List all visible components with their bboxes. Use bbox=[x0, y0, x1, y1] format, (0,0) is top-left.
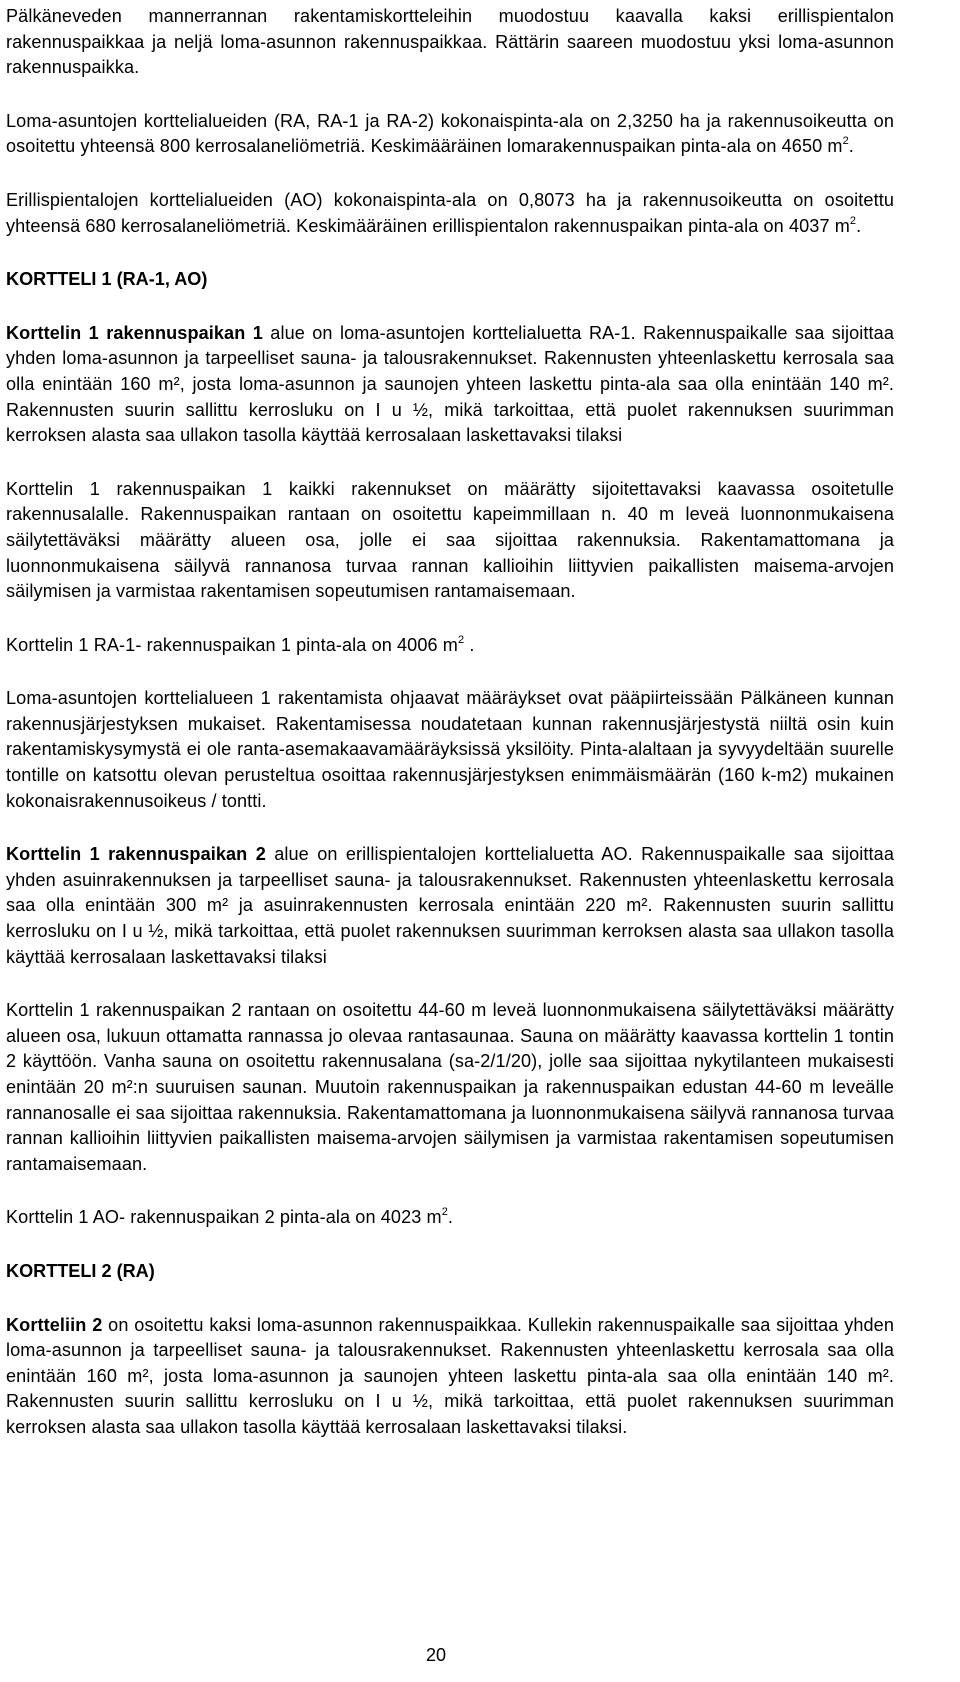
period: . bbox=[447, 1207, 454, 1228]
paragraph-k1-plot1-area-text: Korttelin 1 RA-1- rakennuspaikan 1 pinta-ala on 4006 m bbox=[6, 634, 458, 655]
paragraph-k1-plot1 bbox=[6, 321, 894, 449]
paragraph-ra-area bbox=[6, 109, 894, 160]
period: . bbox=[856, 215, 862, 236]
period: . bbox=[848, 136, 854, 157]
period: . bbox=[464, 634, 475, 655]
paragraph-k1-plot1-shore: Korttelin 1 rakennuspaikan 1 kaikki rakennukset on määrätty sijoitettavaksi kaavassa osoitetulle rakennusalalle. Rakennuspaikan rantaan on osoitettu kapeimmillaan n. 40 m leveä luonnonmukaisena säilytettäväksi määrätty alueen osa, jolle ei saa sijoittaa rakennuksia. Rakentamattomana ja luonnonmukaisena säilyvä rannanosa turvaa rannan kallioihin liittyvien paikallisten maisema-arvojen säilymisen ja varmistaa rakentamisen sopeutumisen rantamaisemaan. bbox=[6, 478, 894, 602]
paragraph-k1-plot2-area-text: Korttelin 1 AO- rakennuspaikan 2 pinta-ala on 4023 m bbox=[6, 1207, 442, 1228]
paragraph-k1-plot2-text: alue on erillispientalojen korttelialuetta AO. Rakennuspaikalle saa sijoittaa yhden asuinrakennuksen ja tarpeelliset sauna- ja talousrakennukset. Rakennusten yhteenlaskettu kerrosala saa olla enintään 300 m² ja asuinrakennusten kerrosala enintään 220 m². Rakennusten suurin sallittu kerrosluku on I u ½, mikä tarkoittaa, että puolet rakennuksen suurimman kerroksen alasta saa ullakon tasolla käyttää kerrosalaan laskettavaksi tilaksi bbox=[6, 844, 894, 967]
paragraph-k1-plot2 bbox=[6, 842, 894, 970]
paragraph-k1-plot2-area bbox=[6, 1205, 894, 1231]
superscript: 2 bbox=[441, 1206, 448, 1219]
paragraph-ra-area-text: Loma-asuntojen korttelialueiden (RA, RA-1 ja RA-2) kokonaispinta-ala on 2,3250 ha ja rakennusoikeutta on osoitettu yhteensä 800 kerrosalaneliömetriä. Keskimääräinen lomarakennuspaikan pinta-ala on 4650 m bbox=[6, 110, 894, 157]
paragraph-intro bbox=[6, 4, 894, 81]
paragraph-k2 bbox=[6, 1313, 894, 1441]
paragraph-building-regulations: Loma-asuntojen korttelialueen 1 rakentamista ohjaavat määräykset ovat pääpiirteissään Pälkäneen kunnan rakennusjärjestyksen mukaiset. Rakentamisessa noudatetaan kunnan rakennusjärjestystä niiltä osin kuin rakentamiskysymystä ei ole ranta-asemakaavamääräyksissä yksilöity. Pinta-alaltaan ja syvyydeltään suurelle tontille on katsottu olevan perusteltua osoittaa rakennusjärjestyksen enimmäismäärän (160 k-m2) mukainen kokonaisrakennusoikeus / tontti. bbox=[6, 688, 894, 811]
paragraph-k1-plot2-shore: Korttelin 1 rakennuspaikan 2 rantaan on osoitettu 44-60 m leveä luonnonmukaisena säilytettäväksi määrätty alueen osa, lukuun ottamatta rannassa jo olevaa rantasaunaa. Sauna on määrätty kaavassa korttelin 1 tontin 2 käyttöön. Vanha sauna on osoitettu rakennusalana (sa-2/1/20), jolle saa sijoittaa nykytilanteen mukaisesti enintään 20 m²:n suuruisen saunan. Muutoin rakennuspaikan ja rakennuspaikan edustan 44-60 m leveälle rannanosalle ei saa sijoittaa rakennuksia. Rakentamattomana ja luonnonmukaisena säilyvä rannanosa turvaa rannan kallioihin liittyvien paikallisten maisema-arvojen säilymisen ja varmistaa rakentamisen sopeutumisen rantamaisemaan. bbox=[6, 1000, 894, 1174]
bold-lead: Korttelin 1 rakennuspaikan 2 bbox=[6, 844, 266, 865]
paragraph-ao-area-text: Erillispientalojen korttelialueiden (AO) kokonaispinta-ala on 0,8073 ha ja rakennusoikeutta on osoitettu yhteensä 680 kerrosalaneliömetriä. Keskimääräinen erillispientalon rakennuspaikan pinta-ala on 4037 m bbox=[6, 189, 894, 236]
page-number: 20 bbox=[425, 1645, 447, 1665]
paragraph-ao-area bbox=[6, 188, 894, 239]
section-heading-kortteli-2: KORTTELI 2 (RA) bbox=[6, 1260, 155, 1281]
document-body bbox=[6, 4, 894, 1469]
paragraph-k2-text: on osoitettu kaksi loma-asunnon rakennuspaikkaa. Kullekin rakennuspaikalle saa sijoittaa yhden loma-asunnon ja tarpeelliset sauna- ja talousrakennukset. Rakennusten yhteenlaskettu kerrosala saa olla enintään 160 m², josta loma-asunnon ja saunojen yhteen laskettu pinta-ala saa olla enintään 140 m². Rakennusten suurin sallittu kerrosluku on I u ½, mikä tarkoittaa, että puolet rakennuksen suurimman kerroksen alasta saa ullakon tasolla käyttää kerrosalaan laskettavaksi tilaksi. bbox=[6, 1314, 894, 1437]
superscript: 2 bbox=[457, 633, 465, 646]
paragraph-k1-plot1-text: alue on loma-asuntojen korttelialuetta RA-1. Rakennuspaikalle saa sijoittaa yhden loma-asunnon ja tarpeelliset sauna- ja talousrakennukset. Rakennusten yhteenlaskettu kerrosala saa olla enintään 160 m², josta loma-asunnon ja saunojen yhteen laskettu pinta-ala saa olla enintään 140 m². Rakennusten suurin sallittu kerrosluku on I u ½, mikä tarkoittaa, että puolet rakennuksen suurimman kerroksen alasta saa ullakon tasolla käyttää kerrosalaan laskettavaksi tilaksi bbox=[6, 322, 894, 446]
paragraph-k1-plot1-area bbox=[6, 633, 894, 659]
superscript: 2 bbox=[842, 135, 849, 148]
section-heading-kortteli-1: KORTTELI 1 (RA-1, AO) bbox=[6, 269, 208, 290]
bold-lead: Kortteliin 2 bbox=[6, 1314, 103, 1335]
bold-lead: Korttelin 1 rakennuspaikan 1 bbox=[6, 322, 263, 343]
superscript: 2 bbox=[849, 214, 857, 227]
paragraph-intro-text: Pälkäneveden mannerrannan rakentamiskortteleihin muodostuu kaavalla kaksi erillispientalon rakennuspaikkaa ja neljä loma-asunnon rakennuspaikkaa. Rättärin saareen muodostuu yksi loma-asunnon rakennuspaikka. bbox=[6, 6, 894, 78]
